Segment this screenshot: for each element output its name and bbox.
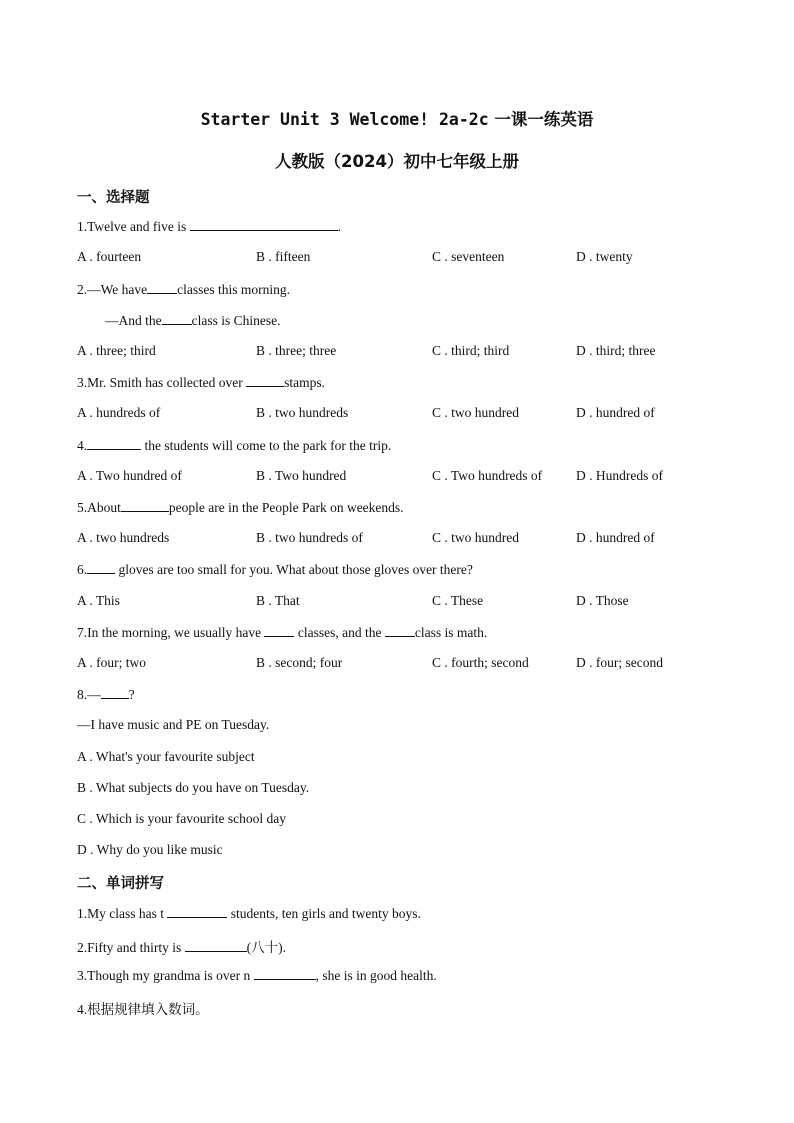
question-text: class is math. [414, 625, 488, 640]
question-5 [77, 499, 404, 516]
question-text: class is Chinese. [191, 313, 281, 328]
question-text: 8.— [77, 687, 101, 702]
question-text: 6. [77, 562, 88, 577]
option-c[interactable]: C . Which is your favourite school day [77, 811, 286, 826]
answer-blank [246, 374, 284, 387]
spelling-question-1 [77, 905, 421, 922]
question-text: —And the [105, 313, 162, 328]
option-b[interactable]: B . fifteen [256, 249, 311, 264]
answer-blank [147, 281, 177, 294]
option-d[interactable]: D . third; three [576, 343, 656, 358]
option-a[interactable]: A . hundreds of [77, 405, 161, 420]
answer-blank [185, 939, 247, 952]
question-text: the students will come to the park for the trip. [141, 438, 392, 453]
option-b[interactable]: B . three; three [256, 343, 337, 358]
option-a[interactable]: A . three; third [77, 343, 156, 358]
answer-blank [162, 312, 192, 325]
option-d[interactable]: D . hundred of [576, 530, 655, 545]
question-text: 4. [77, 438, 88, 453]
answer-blank [254, 967, 316, 980]
answer-blank [101, 686, 129, 699]
question-text: ? [128, 687, 135, 702]
question-text: (八十). [246, 940, 286, 955]
option-c[interactable]: C . seventeen [432, 249, 505, 264]
option-a[interactable]: A . What's your favourite subject [77, 749, 255, 764]
question-2-line-2 [105, 312, 281, 329]
option-d[interactable]: D . Those [576, 593, 629, 608]
question-text: classes this morning. [177, 282, 291, 297]
document-subtitle: 人教版（2024）初中七年级上册 [275, 152, 519, 171]
question-7 [77, 624, 487, 641]
question-text: 7.In the morning, we usually have [77, 625, 265, 640]
question-text: 2.Fifty and thirty is [77, 940, 185, 955]
answer-blank [264, 624, 294, 637]
option-c[interactable]: C . two hundred [432, 405, 519, 420]
option-b[interactable]: B . That [256, 593, 300, 608]
answer-blank [87, 561, 115, 574]
answer-blank [167, 905, 227, 918]
question-text: stamps. [284, 375, 325, 390]
answer-blank [87, 437, 141, 450]
question-8 [77, 686, 135, 703]
option-a[interactable]: A . Two hundred of [77, 468, 182, 483]
option-d[interactable]: D . hundred of [576, 405, 655, 420]
option-d[interactable]: D . Hundreds of [576, 468, 663, 483]
option-b[interactable]: B . Two hundred [256, 468, 347, 483]
option-c[interactable]: C . Two hundreds of [432, 468, 543, 483]
question-text: 5.About [77, 500, 121, 515]
question-text: people are in the People Park on weekends. [168, 500, 404, 515]
option-d[interactable]: D . twenty [576, 249, 633, 264]
option-b[interactable]: B . two hundreds [256, 405, 349, 420]
spelling-question-2 [77, 936, 286, 956]
spelling-question-3 [77, 967, 437, 984]
question-text: gloves are too small for you. What about those gloves over there? [115, 562, 473, 577]
section-heading-choice: 一、选择题 [77, 190, 150, 206]
answer-blank [385, 624, 415, 637]
spelling-question-4: 4.根据规律填入数词。 [77, 1002, 209, 1017]
question-3 [77, 374, 325, 391]
title-unit: Starter Unit 3 Welcome! 2a-2c [200, 110, 489, 129]
option-a[interactable]: A . This [77, 593, 120, 608]
answer-blank [121, 499, 169, 512]
question-text: 3.Mr. Smith has collected over [77, 375, 247, 390]
question-4 [77, 437, 391, 454]
option-d[interactable]: D . four; second [576, 655, 663, 670]
document-title [0, 106, 794, 130]
answer-blank [190, 218, 338, 231]
option-b[interactable]: B . second; four [256, 655, 343, 670]
option-b[interactable]: B . What subjects do you have on Tuesday. [77, 780, 310, 795]
question-6 [77, 561, 473, 578]
question-text: 1.Twelve and five is [77, 219, 190, 234]
option-c[interactable]: C . two hundred [432, 530, 519, 545]
question-text: 3.Though my grandma is over n [77, 968, 254, 983]
section-heading-spelling: 二、单词拼写 [77, 876, 164, 892]
question-8-line-2: —I have music and PE on Tuesday. [77, 717, 270, 732]
title-subject: 一课一练英语 [494, 110, 594, 129]
option-c[interactable]: C . These [432, 593, 484, 608]
question-text: . [337, 219, 342, 234]
option-a[interactable]: A . fourteen [77, 249, 142, 264]
option-b[interactable]: B . two hundreds of [256, 530, 363, 545]
question-2 [77, 281, 290, 298]
option-c[interactable]: C . third; third [432, 343, 510, 358]
option-d[interactable]: D . Why do you like music [77, 842, 223, 857]
question-text: students, ten girls and twenty boys. [227, 906, 421, 921]
question-text: classes, and the [294, 625, 385, 640]
question-text: 1.My class has t [77, 906, 168, 921]
question-text: , she is in good health. [315, 968, 437, 983]
question-text: 2.—We have [77, 282, 148, 297]
question-1 [77, 218, 341, 235]
option-c[interactable]: C . fourth; second [432, 655, 529, 670]
option-a[interactable]: A . four; two [77, 655, 146, 670]
option-a[interactable]: A . two hundreds [77, 530, 170, 545]
